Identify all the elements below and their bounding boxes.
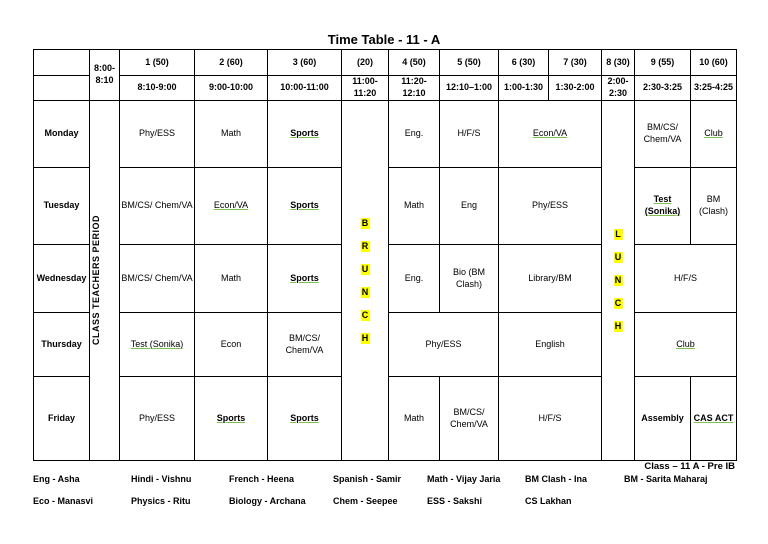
timetable bbox=[33, 49, 737, 461]
cell-friday-p4: Math bbox=[389, 377, 440, 461]
time-brunch: 11:00-11:20 bbox=[342, 76, 389, 101]
class-label: Class – 11 A - Pre IB bbox=[644, 461, 735, 472]
time-period-10: 3:25-4:25 bbox=[691, 76, 737, 101]
teacher-cs: CS Lakhan bbox=[525, 496, 572, 506]
time-period-9: 2:30-3:25 bbox=[635, 76, 691, 101]
page-title: Time Table - 11 - A bbox=[327, 32, 441, 47]
header-row bbox=[34, 50, 737, 76]
time-period-1: 8:10-9:00 bbox=[120, 76, 195, 101]
header-period-9: 9 (55) bbox=[635, 50, 691, 76]
day-monday: Monday bbox=[34, 101, 90, 168]
cell-tuesday-p9: Test (Sonika) bbox=[635, 168, 691, 245]
cell-tuesday-p10: BM (Clash) bbox=[691, 168, 737, 245]
cell-friday-p6-7: H/F/S bbox=[499, 377, 602, 461]
time-period-8: 2:00-2:30 bbox=[602, 76, 635, 101]
time-row bbox=[34, 76, 737, 101]
brunch-letter-1: R bbox=[361, 240, 369, 251]
cell-wednesday-p6-7: Library/BM bbox=[499, 245, 602, 313]
cell-monday-p6-7: Econ/VA bbox=[499, 101, 602, 168]
cell-monday-p4: Eng. bbox=[389, 101, 440, 168]
teacher-math: Math - Vijay Jaria bbox=[427, 474, 501, 484]
time-period-3: 10:00-11:00 bbox=[268, 76, 342, 101]
cell-friday-p1: Phy/ESS bbox=[120, 377, 195, 461]
header-period-4: 4 (50) bbox=[389, 50, 440, 76]
teacher-french: French - Heena bbox=[229, 474, 295, 484]
lunch-letter-1: U bbox=[614, 252, 622, 262]
teacher-hindi: Hindi - Vishnu bbox=[131, 474, 192, 484]
cell-friday-p9: Assembly bbox=[635, 377, 691, 461]
lunch-column bbox=[602, 101, 635, 461]
header-period-7: 7 (30) bbox=[549, 50, 602, 76]
brunch-letters bbox=[343, 212, 387, 350]
cell-tuesday-p5: Eng bbox=[440, 168, 499, 245]
teacher-chem: Chem - Seepee bbox=[333, 496, 398, 506]
teacher-eng: Eng - Asha bbox=[33, 474, 80, 484]
day-thursday: Thursday bbox=[34, 313, 90, 377]
header-period-10: 10 (60) bbox=[691, 50, 737, 76]
cell-thursday-p6-7: English bbox=[499, 313, 602, 377]
time-period-7: 1:30-2:00 bbox=[549, 76, 602, 101]
cell-tuesday-p1: BM/CS/ Chem/VA bbox=[120, 168, 195, 245]
brunch-letter-0: B bbox=[361, 217, 369, 228]
header-period-5: 5 (50) bbox=[440, 50, 499, 76]
header-period-3: 3 (60) bbox=[268, 50, 342, 76]
cell-wednesday-p4: Eng. bbox=[389, 245, 440, 313]
header-period-2: 2 (60) bbox=[195, 50, 268, 76]
teacher-bm-clash: BM Clash - Ina bbox=[525, 474, 588, 484]
row-monday bbox=[34, 101, 737, 168]
class-teachers-period-label: CLASS TEACHERS PERIOD bbox=[91, 215, 101, 346]
cell-thursday-p2: Econ bbox=[195, 313, 268, 377]
day-tuesday: Tuesday bbox=[34, 168, 90, 245]
header-brunch: (20) bbox=[342, 50, 389, 76]
teacher-biology: Biology - Archana bbox=[229, 496, 306, 506]
corner-cell bbox=[34, 50, 90, 76]
cell-thursday-p9-10: Club bbox=[635, 313, 737, 377]
teacher-bm: BM - Sarita Maharaj bbox=[624, 474, 708, 484]
cell-tuesday-p6-7: Phy/ESS bbox=[499, 168, 602, 245]
teacher-spanish: Spanish - Samir bbox=[333, 474, 402, 484]
time-period-4: 11:20-12:10 bbox=[389, 76, 440, 101]
cell-friday-p10: CAS ACT bbox=[691, 377, 737, 461]
cell-wednesday-p3: Sports bbox=[268, 245, 342, 313]
teacher-eco: Eco - Manasvi bbox=[33, 496, 94, 506]
teacher-physics: Physics - Ritu bbox=[131, 496, 191, 506]
cell-monday-p9: BM/CS/ Chem/VA bbox=[635, 101, 691, 168]
cell-wednesday-p9-10: H/F/S bbox=[635, 245, 737, 313]
cell-friday-p3: Sports bbox=[268, 377, 342, 461]
lunch-letters bbox=[603, 223, 633, 338]
lunch-letter-2: N bbox=[614, 275, 622, 285]
cell-wednesday-p5: Bio (BM Clash) bbox=[440, 245, 499, 313]
lunch-letter-3: C bbox=[614, 298, 622, 308]
cell-monday-p5: H/F/S bbox=[440, 101, 499, 168]
header-period-6: 6 (30) bbox=[499, 50, 549, 76]
cell-tuesday-p2: Econ/VA bbox=[195, 168, 268, 245]
brunch-letter-2: U bbox=[361, 263, 369, 274]
cell-monday-p2: Math bbox=[195, 101, 268, 168]
brunch-letter-3: N bbox=[361, 286, 369, 297]
cell-tuesday-p4: Math bbox=[389, 168, 440, 245]
header-class-teacher-time: 8:00-8:10 bbox=[90, 50, 120, 101]
time-period-5: 12:10–1:00 bbox=[440, 76, 499, 101]
time-period-6: 1:00-1:30 bbox=[499, 76, 549, 101]
header-period-8: 8 (30) bbox=[602, 50, 635, 76]
cell-wednesday-p1: BM/CS/ Chem/VA bbox=[120, 245, 195, 313]
day-wednesday: Wednesday bbox=[34, 245, 90, 313]
header-period-1: 1 (50) bbox=[120, 50, 195, 76]
cell-friday-p2: Sports bbox=[195, 377, 268, 461]
brunch-letter-4: C bbox=[361, 309, 369, 320]
cell-monday-p10: Club bbox=[691, 101, 737, 168]
cell-monday-p3: Sports bbox=[268, 101, 342, 168]
teacher-ess: ESS - Sakshi bbox=[427, 496, 483, 506]
cell-thursday-p3: BM/CS/ Chem/VA bbox=[268, 313, 342, 377]
brunch-letter-5: H bbox=[361, 332, 369, 343]
brunch-column bbox=[342, 101, 389, 461]
cell-monday-p1: Phy/ESS bbox=[120, 101, 195, 168]
lunch-letter-0: L bbox=[615, 229, 621, 239]
cell-thursday-p4-5: Phy/ESS bbox=[389, 313, 499, 377]
cell-thursday-p1: Test (Sonika) bbox=[120, 313, 195, 377]
cell-wednesday-p2: Math bbox=[195, 245, 268, 313]
corner-cell-2 bbox=[34, 76, 90, 101]
time-period-2: 9:00-10:00 bbox=[195, 76, 268, 101]
cell-tuesday-p3: Sports bbox=[268, 168, 342, 245]
lunch-letter-4: H bbox=[614, 321, 622, 331]
class-teachers-period bbox=[90, 101, 120, 461]
day-friday: Friday bbox=[34, 377, 90, 461]
cell-friday-p5: BM/CS/ Chem/VA bbox=[440, 377, 499, 461]
